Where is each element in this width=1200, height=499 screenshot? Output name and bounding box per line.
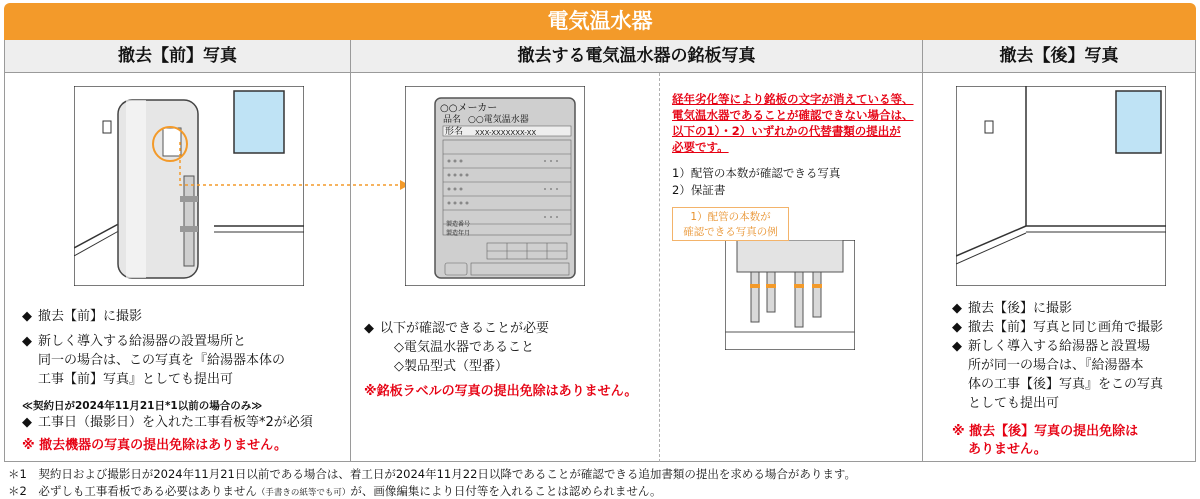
alt-notice-line-2: 電気温水器であることが確認できない場合は、 [672,108,914,122]
nameplate-requirements-intro: ◆ 以下が確認できることが必要 [364,320,549,337]
alt-notice-line-1: 経年劣化等により銘板の文字が消えている等、 [672,92,914,106]
before-warning: ※ 撤去機器の写真の提出免除はありません。 [22,438,287,453]
nameplate-serial-label: 製造番号 [446,221,471,228]
footnote-1: ＊1 契約日および撮影日が2024年11月21日以前である場合は、着工日が2024年11月22日以降であることが確認できる追加書類の提出を求める場合があります。 [8,467,856,481]
header-nameplate-photo: 撤去する電気温水器の銘板写真 [351,40,922,73]
before-board-bullet: ◆ 工事日（撮影日）を入れた工事看板等*2が必須 [22,414,313,431]
nameplate-product-label: 品名 [443,115,462,125]
after-warning-line-2: ありません。 [968,442,1047,457]
alt-notice-line-4: 必要です。 [672,140,729,154]
footnote-2 [8,484,662,499]
header-after-photo: 撤去【後】写真 [923,40,1195,73]
before-bullet-2-line-3: 工事【前】写真』としても提出可 [38,372,234,387]
after-photo-illustration [956,86,1166,286]
nameplate-model-label: 形名 [445,127,464,137]
footnote-2-tail: が、画像編集により日付等を入れることは認められません。 [350,484,662,498]
section-banner: 電気温水器 [4,3,1196,40]
after-bullet-3-line-4: としても提出可 [968,396,1060,411]
alt-option-1: 1）配管の本数が確認できる写真 [672,166,841,180]
nameplate-warning: ※銘板ラベルの写真の提出免除はありません。 [364,384,638,399]
after-bullet-1: ◆ 撤去【後】に撮影 [952,300,1072,317]
nameplate-requirement-2: ◇製品型式（型番） [394,359,508,374]
nameplate-requirement-1: ◇電気温水器であること [394,340,534,355]
alt-notice-line-3: 以下の1）・2）いずれかの代替書類の提出が [672,124,901,138]
nameplate-maker: ○○メーカー [440,103,498,114]
before-bullet-1: ◆ 撤去【前】に撮影 [22,308,142,325]
pipe-example-callout [672,207,789,241]
footnote-2-aside: （手書きの紙等でも可） [256,488,351,498]
pipe-photo-illustration [725,240,855,350]
column-divider-2 [922,40,923,462]
after-bullet-3: ◆ 新しく導入する給湯器と設置場 [952,338,1150,355]
pointer-arrow [170,140,410,190]
column-divider-1 [350,40,351,462]
after-bullet-2: ◆ 撤去【前】写真と同じ画角で撮影 [952,319,1163,336]
after-bullet-3-line-2: 所が同一の場合は、『給湯器本 [968,358,1144,373]
nameplate-year-label: 製造年月 [446,230,471,237]
column-subdivider [659,73,660,462]
after-bullet-3-line-3: 体の工事【後】写真』をこの写真 [968,377,1164,392]
after-warning-line-1: ※ 撤去【後】写真の提出免除は [952,424,1139,439]
callout-line-2: 確認できる写真の例 [683,226,778,238]
header-before-photo: 撤去【前】写真 [5,40,350,73]
footnote-2-main: ＊2 必ずしも工事看板である必要はありません [8,484,257,498]
alt-option-2: 2）保証書 [672,183,726,197]
before-bullet-2-line-2: 同一の場合は、この写真を『給湯器本体の [38,353,286,368]
callout-line-1: 1）配管の本数が [690,211,771,223]
before-bullet-2: ◆ 新しく導入する給湯器の設置場所と [22,333,246,350]
nameplate-product-value: ○○電気温水器 [468,115,529,125]
contract-date-note: ≪契約日が2024年11月21日*1以前の場合のみ≫ [22,400,263,412]
nameplate-model-value: XXX-XXXXXXX-XX [475,129,537,137]
